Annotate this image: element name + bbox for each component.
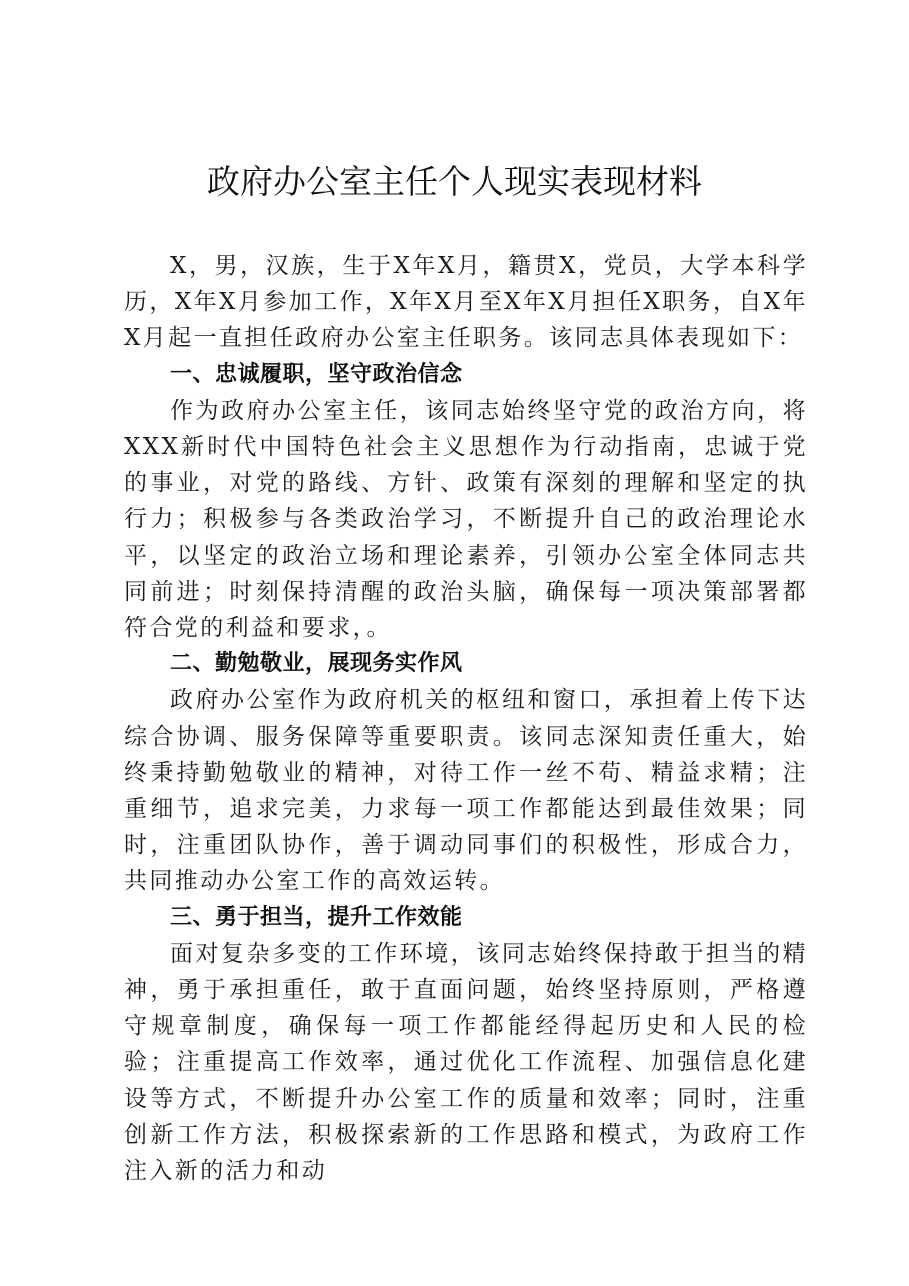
section-paragraph-1: 作为政府办公室主任，该同志始终坚守党的政治方向，将XXX新时代中国特色社会主义思想作为行动指南，忠诚于党的事业，对党的路线、方针、政策有深刻的理解和坚定的执行力；积极参与各类政治学习，不断提升自己的政治理论水平，以坚定的政治立场和理论素养，引领办公室全体同志共同前进；时刻保持清醒的政治头脑，确保每一项决策部署都符合党的利益和要求，。 <box>124 397 808 642</box>
document-title: 政府办公室主任个人现实表现材料 <box>207 162 702 201</box>
document-body <box>124 248 808 1189</box>
section-heading-3: 三、勇于担当，提升工作效能 <box>170 904 463 930</box>
section-paragraph-3: 面对复杂多变的工作环境，该同志始终保持敢于担当的精神，勇于承担重任，敢于直面问题，始终坚持原则，严格遵守规章制度，确保每一项工作都能经得起历史和人民的检验；注重提高工作效率，通过优化工作流程、加强信息化建设等方式，不断提升办公室工作的质量和效率；同时，注重创新工作方法，积极探索新的工作思路和模式，为政府工作注入新的活力和动 <box>124 940 808 1185</box>
section-heading-2: 二、勤勉敬业，展现务实作风 <box>170 651 463 677</box>
intro-paragraph: X，男，汉族，生于X年X月，籍贯X，党员，大学本科学历，X年X月参加工作，X年X月至X年X月担任X职务，自X年X月起一直担任政府办公室主任职务。该同志具体表现如下： <box>124 253 808 352</box>
section-heading-1: 一、忠诚履职，坚守政治信念 <box>170 361 463 387</box>
section-paragraph-2: 政府办公室作为政府机关的枢纽和窗口，承担着上传下达综合协调、服务保障等重要职责。该同志深知责任重大，始终秉持勤勉敬业的精神，对待工作一丝不苟、精益求精；注重细节，追求完美，力求每一项工作都能达到最佳效果；同时，注重团队协作，善于调动同事们的积极性，形成合力，共同推动办公室工作的高效运转。 <box>124 687 808 895</box>
